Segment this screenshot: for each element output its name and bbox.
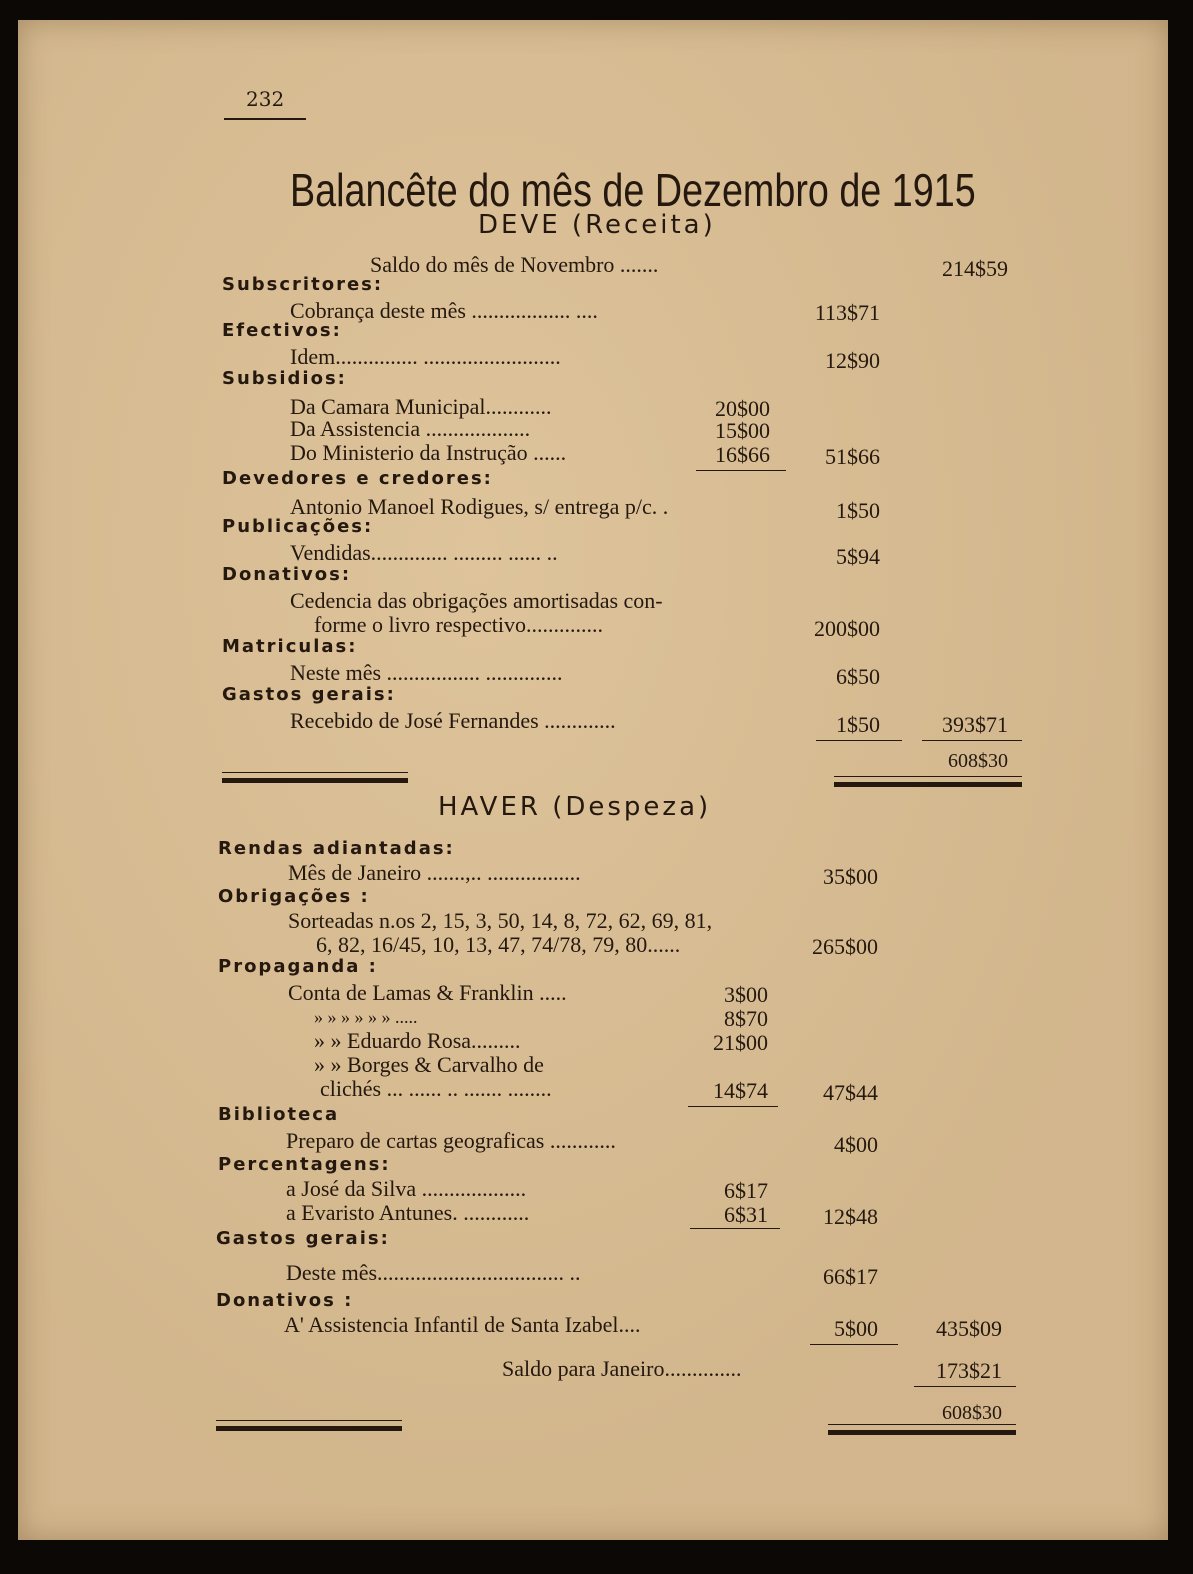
page-title: Balancête do mês de Dezembro de 1915 bbox=[290, 164, 976, 216]
sorteadas-line2: 6, 82, 16/45, 10, 13, 47, 74/78, 79, 80...... bbox=[316, 932, 681, 957]
borges-line1: » » Borges & Carvalho de bbox=[314, 1052, 544, 1077]
eduardo-value: 21$00 bbox=[713, 1030, 768, 1055]
lamas-label: Conta de Lamas & Franklin ..... bbox=[288, 980, 567, 1005]
saldo-novembro-label: Saldo do mês de Novembro ....... bbox=[370, 252, 659, 277]
category-percentagens: Percentagens: bbox=[218, 1154, 391, 1175]
subsidios-subtotal-rule bbox=[696, 470, 786, 471]
janeiro-value: 35$00 bbox=[823, 864, 878, 889]
haver-column-total: 435$09 bbox=[936, 1316, 1002, 1341]
sorteadas-line1: Sorteadas n.os 2, 15, 3, 50, 14, 8, 72, 62, 69, 81, bbox=[288, 908, 713, 933]
category-obrigacoes: Obrigações : bbox=[218, 886, 370, 907]
idem-value: 12$90 bbox=[825, 348, 880, 373]
haver-sum-rule-left bbox=[810, 1344, 898, 1345]
silva-value: 6$17 bbox=[724, 1178, 768, 1203]
propaganda-subtotal-rule bbox=[688, 1106, 778, 1107]
antonio-label: Antonio Manoel Rodigues, s/ entrega p/c. . bbox=[290, 494, 669, 519]
haver-double-rule-left-thin bbox=[216, 1420, 402, 1421]
saldo-novembro-value: 214$59 bbox=[942, 256, 1008, 281]
neste-mes-value: 6$50 bbox=[836, 664, 880, 689]
saldo-janeiro-value: 173$21 bbox=[936, 1358, 1002, 1383]
saldo-janeiro-label: Saldo para Janeiro.............. bbox=[502, 1356, 742, 1381]
deste-mes-value: 66$17 bbox=[823, 1264, 878, 1289]
percentagens-subtotal-rule bbox=[690, 1228, 780, 1229]
deve-double-rule-right-thick bbox=[834, 782, 1022, 787]
camara-label: Da Camara Municipal............ bbox=[290, 394, 552, 419]
deve-heading: DEVE (Receita) bbox=[478, 210, 716, 240]
haver-sum-rule-right bbox=[914, 1386, 1016, 1387]
category-gastos-gerais: Gastos gerais: bbox=[222, 684, 396, 705]
sorteadas-value: 265$00 bbox=[812, 934, 878, 959]
lamas-value: 3$00 bbox=[724, 982, 768, 1007]
category-propaganda: Propaganda : bbox=[218, 956, 378, 977]
page-number-rule bbox=[224, 118, 306, 120]
percentagens-total: 12$48 bbox=[823, 1204, 878, 1229]
ministerio-value: 16$66 bbox=[715, 442, 770, 467]
haver-double-rule-right-thick bbox=[828, 1430, 1016, 1435]
ledger-page bbox=[18, 20, 1168, 1540]
ministerio-label: Do Ministerio da Instrução ...... bbox=[290, 440, 567, 465]
deste-mes-label: Deste mês.................................. .. bbox=[286, 1260, 581, 1285]
evaristo-value: 6$31 bbox=[724, 1202, 768, 1227]
category-efectivos: Efectivos: bbox=[222, 320, 342, 341]
haver-double-rule-right-thin bbox=[828, 1424, 1016, 1425]
izabel-label: A' Assistencia Infantil de Santa Izabel.... bbox=[284, 1312, 641, 1337]
cobranca-value: 113$71 bbox=[814, 300, 880, 325]
eduardo-label: » » Eduardo Rosa......... bbox=[314, 1028, 521, 1053]
janeiro-label: Mês de Janeiro .......,.. ................. bbox=[288, 860, 581, 885]
assistencia-label: Da Assistencia ................... bbox=[290, 416, 531, 441]
deve-column-total: 393$71 bbox=[942, 712, 1008, 737]
category-subscritores: Subscritores: bbox=[222, 274, 384, 295]
neste-mes-label: Neste mês ................. .............. bbox=[290, 660, 563, 685]
category-publicacoes: Publicações: bbox=[222, 516, 374, 537]
category-rendas: Rendas adiantadas: bbox=[218, 838, 455, 859]
preparo-label: Preparo de cartas geograficas ............ bbox=[286, 1128, 616, 1153]
ditto-label: » » » » » » ..... bbox=[314, 1007, 418, 1027]
recebido-label: Recebido de José Fernandes ............. bbox=[290, 708, 616, 733]
deve-double-rule-right-thin bbox=[834, 776, 1022, 777]
recebido-value: 1$50 bbox=[836, 712, 880, 737]
haver-double-rule-left-thick bbox=[216, 1426, 402, 1431]
vendidas-label: Vendidas.............. ......... ...... .. bbox=[290, 540, 558, 565]
category-devedores: Devedores e credores: bbox=[222, 468, 493, 489]
deve-sum-rule-left bbox=[816, 740, 902, 741]
borges-line2: clichés ... ...... .. ....... ........ bbox=[320, 1076, 552, 1101]
page-number: 232 bbox=[246, 87, 285, 111]
silva-label: a José da Silva ................... bbox=[286, 1176, 527, 1201]
category-matriculas: Matriculas: bbox=[222, 636, 358, 657]
subsidios-total: 51$66 bbox=[825, 444, 880, 469]
deve-double-rule-left-thin bbox=[222, 772, 408, 773]
ditto-value: 8$70 bbox=[724, 1006, 768, 1031]
camara-value: 20$00 bbox=[715, 396, 770, 421]
idem-label: Idem............... ......................... bbox=[290, 344, 561, 369]
haver-heading: HAVER (Despeza) bbox=[438, 792, 712, 822]
cobranca-label: Cobrança deste mês .................. .... bbox=[290, 298, 598, 323]
preparo-value: 4$00 bbox=[834, 1132, 878, 1157]
antonio-value: 1$50 bbox=[836, 498, 880, 523]
deve-double-rule-left-thick bbox=[222, 778, 408, 783]
cedencia-value: 200$00 bbox=[814, 616, 880, 641]
cedencia-line1: Cedencia das obrigações amortisadas con- bbox=[290, 588, 663, 613]
borges-value: 14$74 bbox=[713, 1078, 768, 1103]
assistencia-value: 15$00 bbox=[715, 418, 770, 443]
category-subsidios: Subsidios: bbox=[222, 368, 347, 389]
category-biblioteca: Biblioteca bbox=[218, 1104, 340, 1125]
category-donativos-haver: Donativos : bbox=[216, 1290, 354, 1311]
cedencia-line2: forme o livro respectivo.............. bbox=[314, 612, 603, 637]
category-gastos-gerais-haver: Gastos gerais: bbox=[216, 1228, 390, 1249]
category-donativos: Donativos: bbox=[222, 564, 352, 585]
deve-grand-total: 608$30 bbox=[948, 750, 1008, 772]
vendidas-value: 5$94 bbox=[836, 544, 880, 569]
evaristo-label: a Evaristo Antunes. ............ bbox=[286, 1200, 530, 1225]
izabel-value: 5$00 bbox=[834, 1316, 878, 1341]
propaganda-total: 47$44 bbox=[823, 1080, 878, 1105]
deve-sum-rule-right bbox=[922, 740, 1022, 741]
haver-grand-total: 608$30 bbox=[942, 1402, 1002, 1424]
